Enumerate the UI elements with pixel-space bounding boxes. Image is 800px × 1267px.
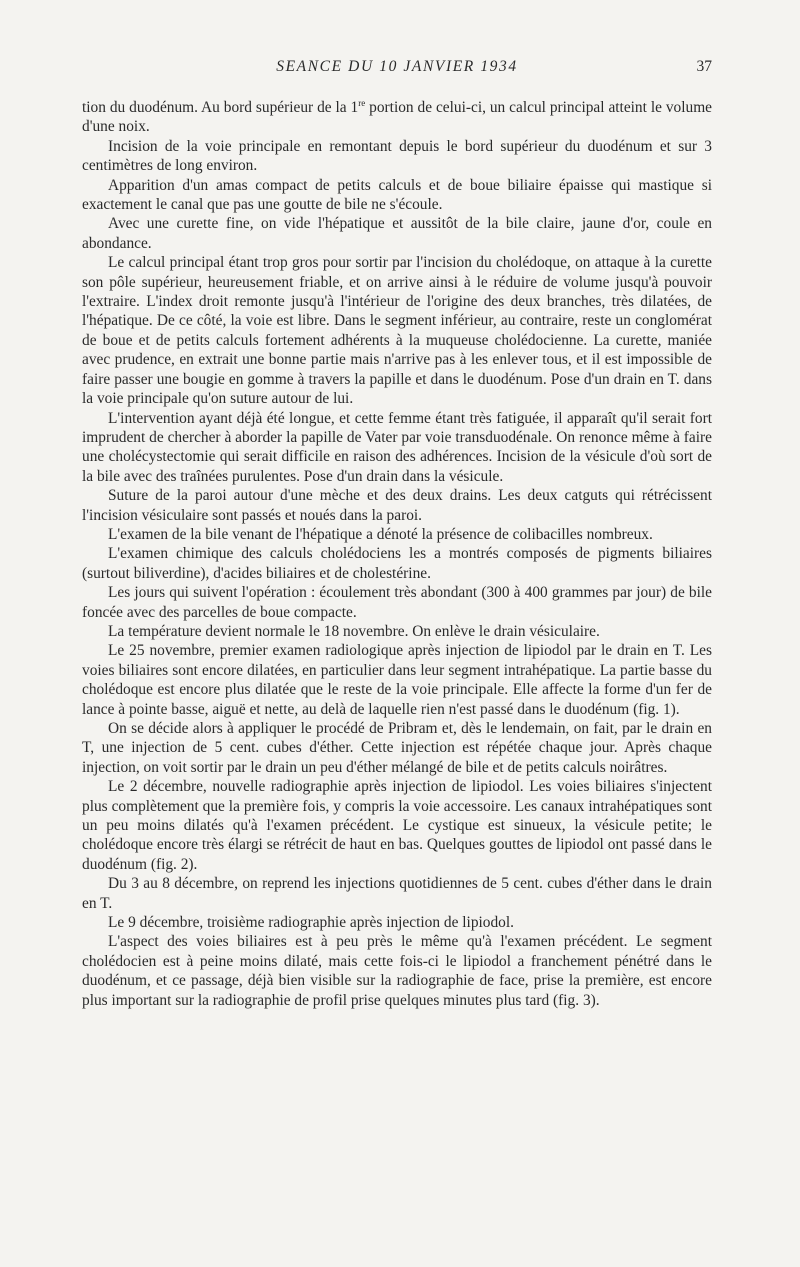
page-number: 37	[696, 58, 712, 75]
paragraph: Suture de la paroi autour d'une mèche et des deux drains. Les deux catguts qui rétrécissent l'incision vésiculaire sont passés et noués dans la paroi.	[82, 487, 712, 524]
superscript: re	[358, 97, 366, 108]
paragraph: Le 25 novembre, premier examen radiologique après injection de lipiodol par le drain en T. Les voies biliaires sont encore dilatées, en particulier dans leur segment intrahépatique. La partie basse du cholédoque est encore plus dilatée que le reste de la voie principale. Elle affecte la forme d'un fer de lance à pointe basse, aiguë et nette, au delà de laquelle rien n'est passé dans le duodénum (fig. 1).	[82, 642, 712, 718]
body-text	[82, 98, 712, 1010]
paragraph: On se décide alors à appliquer le procédé de Pribram et, dès le lendemain, on fait, par le drain en T, une injection de 5 cent. cubes d'éther. Cette injection est répétée chaque jour. Après chaque injection, on voit sortir par le drain un peu d'éther mélangé de bile et de petits calculs noirâtres.	[82, 720, 712, 776]
paragraph: Avec une curette fine, on vide l'hépatique et aussitôt de la bile claire, jaune d'or, coule en abondance.	[82, 215, 712, 252]
running-title: SEANCE DU 10 JANVIER 1934	[276, 58, 518, 75]
paragraph: Le 2 décembre, nouvelle radiographie après injection de lipiodol. Les voies biliaires s'injectent plus complètement que la première fois, y compris la voie accessoire. Les canaux intrahépatiques sont un peu moins dilatés qu'à l'examen précédent. Le cystique est sinueux, la vésicule petite; le cholédoque encore très élargi se rétrécit de haut en bas. Quelques gouttes de lipiodol ont passé dans le duodénum (fig. 2).	[82, 778, 712, 873]
paragraph: Incision de la voie principale en remontant depuis le bord supérieur du duodénum et sur 3 centimètres de long environ.	[82, 137, 712, 175]
paragraph-text: portion de celui-ci, un calcul principal atteint le volume d'une noix.	[82, 99, 712, 136]
running-header	[82, 58, 712, 84]
paragraph: L'intervention ayant déjà été longue, et cette femme étant très fatiguée, il apparaît qu'il serait fort imprudent de chercher à aborder la papille de Vater par voie transduodénale. On renonce même à faire une cholécystectomie qui serait difficile en raison des adhérences. Incision de la vésicule d'où sort de la bile avec des traînées purulentes. Pose d'un drain dans la vésicule.	[82, 409, 712, 485]
paragraph: L'aspect des voies biliaires est à peu près le même qu'à l'examen précédent. Le segment cholédocien est à peine moins dilaté, mais cette fois-ci le lipiodol a franchement pénétré dans le duodénum, et ce passage, déjà bien visible sur la radiographie de face, prise la première, est encore plus important sur la radiographie de profil prise quelques minutes plus tard (fig. 3).	[82, 933, 712, 1009]
paragraph	[82, 98, 712, 137]
paragraph: La température devient normale le 18 novembre. On enlève le drain vésiculaire.	[108, 622, 600, 640]
paragraph: L'examen de la bile venant de l'hépatique a dénoté la présence de colibacilles nombreux.	[108, 525, 653, 543]
paragraph-text: tion du duodénum. Au bord supérieur de la 1	[82, 99, 359, 116]
paragraph: Du 3 au 8 décembre, on reprend les injections quotidiennes de 5 cent. cubes d'éther dans le drain en T.	[82, 875, 712, 912]
paragraph: Les jours qui suivent l'opération : écoulement très abondant (300 à 400 grammes par jour) de bile foncée avec des parcelles de boue compacte.	[82, 584, 712, 621]
paragraph: Le 9 décembre, troisième radiographie après injection de lipiodol.	[108, 914, 514, 932]
paragraph: L'examen chimique des calculs cholédociens les a montrés composés de pigments biliaires (surtout biliverdine), d'acides biliaires et de cholestérine.	[82, 545, 712, 582]
paragraph: Apparition d'un amas compact de petits calculs et de boue biliaire épaisse qui mastique si exactement le canal que pas une goutte de bile ne s'écoule.	[82, 176, 712, 214]
paragraph: Le calcul principal étant trop gros pour sortir par l'incision du cholédoque, on attaque à la curette son pôle supérieur, heureusement friable, et on arrive ainsi à le réduire de volume jusqu'à pouvoir l'extraire. L'index droit remonte jusqu'à l'intérieur de l'origine des deux branches, très dilatées, de l'hépatique. De ce côté, la voie est libre. Dans le segment inférieur, au contraire, reste un conglomérat de boue et de petits calculs fortement adhérents à la muqueuse cholédocienne. La curette, maniée avec prudence, en extrait une bonne partie mais n'arrive pas à les enlever tous, et il est impossible de faire passer une bougie en gomme à travers la papille et dans le duodénum. Pose d'un drain en T. dans la voie principale qu'on suture autour de lui.	[82, 254, 712, 408]
